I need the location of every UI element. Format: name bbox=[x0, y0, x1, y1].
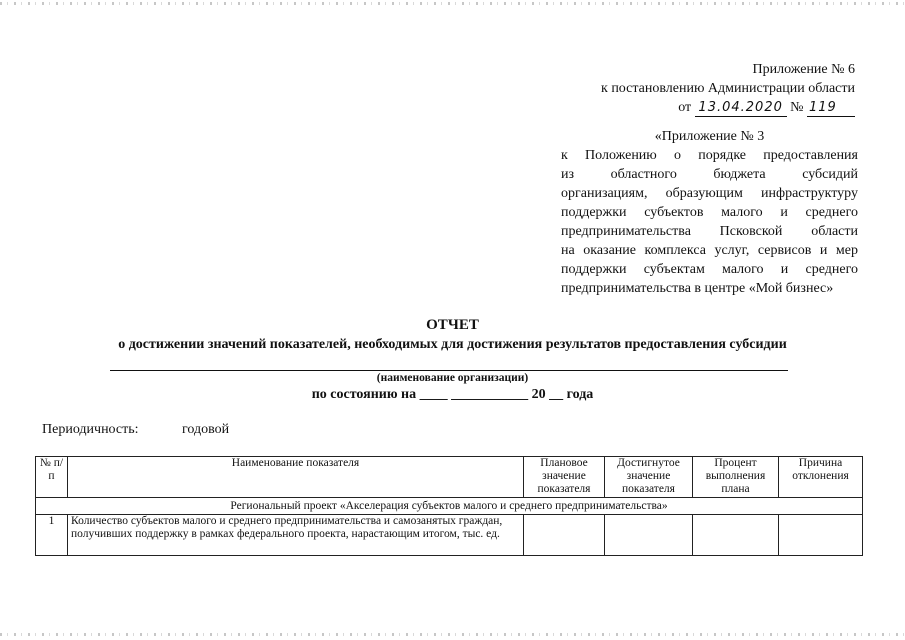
header-indicator-name: Наименование показателя bbox=[68, 457, 524, 498]
appendix-3-line: поддержки субъектам малого и среднего bbox=[561, 262, 858, 277]
table-header-row bbox=[36, 457, 863, 498]
appendix-6-block bbox=[520, 60, 855, 117]
row-planned bbox=[524, 515, 605, 556]
row-indicator-name: Количество субъектов малого и среднего предпринимательства и самозанятых граждан, получивших поддержку в рамках федерального проекта, нарастающим итогом, тыс. ед. bbox=[68, 515, 524, 556]
as-of-date-line: по состоянию на ____ ___________ 20 __ года bbox=[311, 387, 594, 402]
appendix-6-date-line bbox=[520, 98, 855, 117]
periodicity-value: годовой bbox=[182, 422, 230, 437]
periodicity bbox=[42, 420, 230, 439]
handwritten-number: 119 bbox=[807, 100, 855, 117]
appendix-3-line: к Положению о порядке предоставления bbox=[561, 148, 858, 163]
appendix-3-line: на оказание комплекса услуг, сервисов и мер bbox=[561, 243, 858, 258]
date-prefix: от bbox=[678, 100, 692, 115]
number-prefix: № bbox=[790, 100, 804, 115]
appendix-6-title: Приложение № 6 bbox=[752, 62, 855, 77]
row-percent bbox=[693, 515, 779, 556]
row-number: 1 bbox=[36, 515, 68, 556]
appendix-3-line: поддержки субъектов малого и среднего bbox=[561, 205, 858, 220]
appendix-3-line: из областного бюджета субсидий bbox=[561, 167, 858, 182]
indicators-table bbox=[35, 456, 863, 556]
header-achieved: Достигнутое значение показателя bbox=[605, 457, 693, 498]
section-title: Региональный проект «Акселерация субъектов малого и среднего предпринимательства» bbox=[36, 498, 863, 515]
header-percent: Процент выполнения плана bbox=[693, 457, 779, 498]
handwritten-date: 13.04.2020 bbox=[695, 100, 787, 117]
report-title: ОТЧЕТ bbox=[426, 317, 479, 333]
appendix-3-line: организациям, образующим инфраструктуру bbox=[561, 186, 858, 201]
organization-caption: (наименование организации) bbox=[376, 372, 529, 384]
header-reason: Причина отклонения bbox=[779, 457, 863, 498]
scan-edge-top bbox=[0, 2, 905, 5]
header-planned: Плановое значение показателя bbox=[524, 457, 605, 498]
appendix-3-block bbox=[561, 127, 858, 298]
periodicity-label: Периодичность: bbox=[42, 422, 139, 437]
report-subtitle: о достижении значений показателей, необходимых для достижения результатов предоставления субсидии bbox=[118, 337, 787, 352]
row-reason bbox=[779, 515, 863, 556]
appendix-3-line: предпринимательства Псковской области bbox=[561, 224, 858, 239]
appendix-3-title: «Приложение № 3 bbox=[654, 129, 765, 144]
appendix-3-line: предпринимательства в центре «Мой бизнес» bbox=[561, 281, 834, 296]
report-heading bbox=[0, 315, 905, 354]
header-number: № п/п bbox=[36, 457, 68, 498]
appendix-6-resolution: к постановлению Администрации области bbox=[601, 81, 855, 96]
row-achieved bbox=[605, 515, 693, 556]
scan-edge-bottom bbox=[0, 633, 905, 636]
table-section-row bbox=[36, 498, 863, 515]
table-row bbox=[36, 515, 863, 556]
